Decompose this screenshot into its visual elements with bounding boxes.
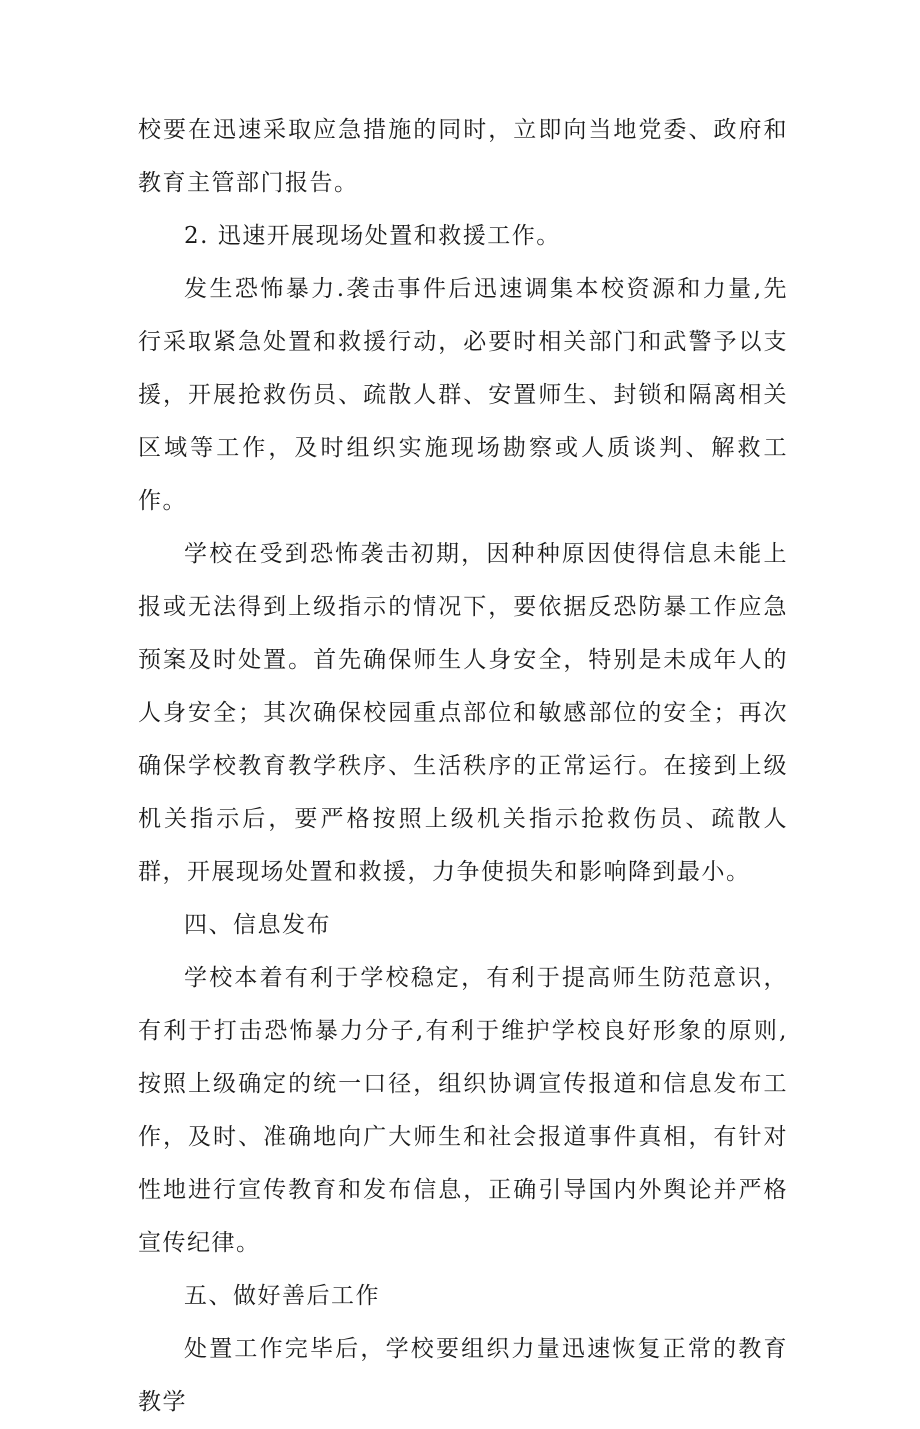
paragraph-information-release: 学校本着有利于学校稳定，有利于提高师生防范意识，有利于打击恐怖暴力分子,有利于维护学校良好形象的原则,按照上级确定的统一口径，组织协调宣传报道和信息发布工作，及时、准确地向广大师生和社会报道事件真相，有针对性地进行宣传教育和发布信息，正确引导国内外舆论并严格宣传纪律。 [138, 965, 788, 1256]
heading-rescue-work: 2. 迅速开展现场处置和救援工作。 [184, 223, 561, 249]
paragraph-initial-stage: 学校在受到恐怖袭击初期，因种种原因使得信息未能上报或无法得到上级指示的情况下，要依据反恐防暴工作应急预案及时处置。首先确保师生人身安全，特别是未成年人的人身安全；其次确保校园重点部位和敏感部位的安全；再次确保学校教育教学秩序、生活秩序的正常运行。在接到上级机关指示后，要严格按照上级机关指示抢救伤员、疏散人群，开展现场处置和救援，力争使损失和影响降到最小。 [138, 541, 788, 885]
heading-aftermath-work: 五、做好善后工作 [184, 1283, 380, 1309]
document-body [138, 104, 788, 1429]
paragraph-emergency-response: 发生恐怖暴力.袭击事件后迅速调集本校资源和力量,先行采取紧急处置和救援行动，必要时相关部门和武警予以支援，开展抢救伤员、疏散人群、安置师生、封锁和隔离相关区域等工作，及时组织实施现场勘察或人质谈判、解救工作。 [138, 276, 788, 514]
paragraph-aftermath-work: 处置工作完毕后，学校要组织力量迅速恢复正常的教育教学 [138, 1336, 788, 1415]
paragraph-continued-report: 校要在迅速采取应急措施的同时，立即向当地党委、政府和教育主管部门报告。 [138, 117, 788, 196]
heading-information-release: 四、信息发布 [184, 912, 331, 938]
